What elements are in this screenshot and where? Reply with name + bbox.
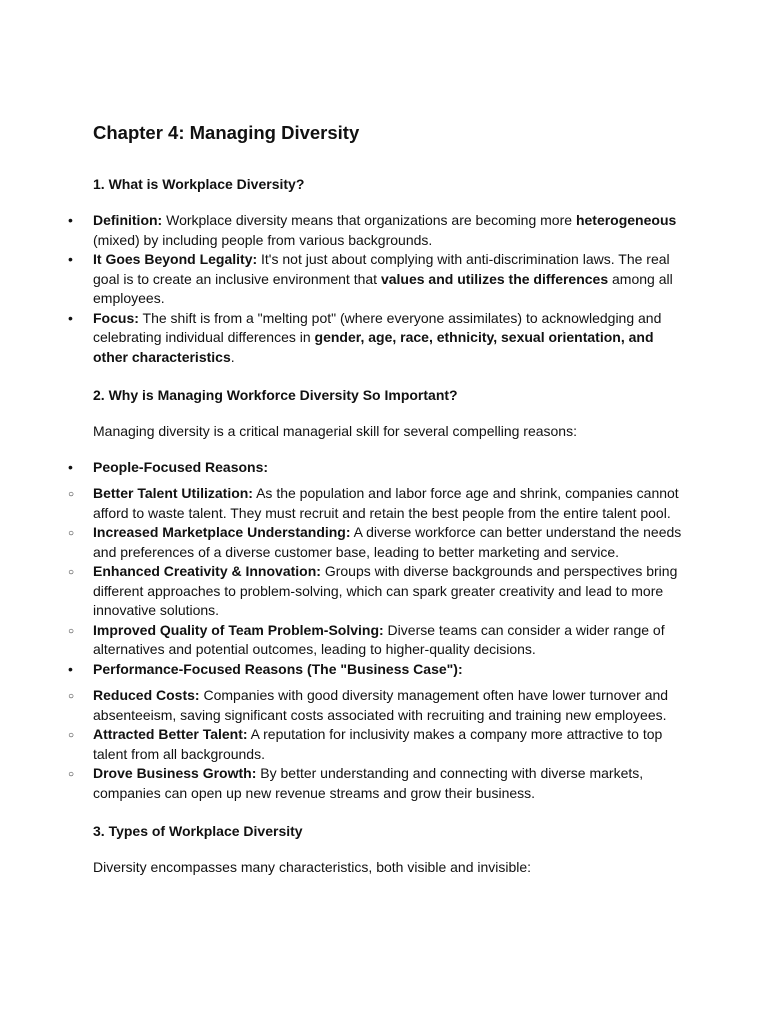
list-item: [93, 309, 683, 368]
item-label: Focus:: [93, 309, 139, 326]
item-label: Reduced Costs:: [93, 687, 200, 703]
list-item: [93, 725, 683, 764]
list-item: [93, 211, 683, 250]
chapter-title: Chapter 4: Managing Diversity: [93, 122, 360, 143]
item-emphasis: heterogeneous: [575, 212, 677, 228]
item-text: The shift is from a "melting pot" (where everyone assimilates) to acknowledging and celebrating individual differences in: [93, 309, 662, 345]
performance-reasons-heading: • Performance-Focused Reasons (The "Business Case"):: [93, 660, 683, 680]
item-text: .: [230, 348, 235, 365]
item-label: Definition:: [93, 212, 163, 228]
list-item: [93, 250, 683, 309]
document-content: [93, 118, 683, 894]
item-label: Enhanced Creativity & Innovation:: [93, 563, 321, 579]
list-item: [93, 484, 683, 523]
list-item: [93, 562, 683, 621]
list-item: [93, 523, 683, 562]
item-text: Workplace diversity means that organizations are becoming more: [162, 212, 576, 228]
section-3-intro: Diversity encompasses many characteristics, both visible and invisible:: [93, 859, 532, 875]
performance-reasons-list: [93, 686, 683, 803]
item-label: Better Talent Utilization:: [93, 485, 253, 501]
people-reasons-heading: • People-Focused Reasons:: [93, 458, 683, 478]
list-item: [93, 686, 683, 725]
section-3-heading: 3. Types of Workplace Diversity: [93, 823, 303, 839]
item-text: (mixed) by including people from various backgrounds.: [93, 231, 433, 248]
list-item: [93, 764, 683, 803]
item-emphasis: values and utilizes the differences: [380, 270, 609, 287]
section-1-list: [93, 211, 683, 367]
item-text: A reputation for inclusivity makes a company more attractive to top talent from all backgrounds.: [93, 726, 663, 762]
section-2-heading: 2. Why is Managing Workforce Diversity So Important?: [93, 387, 458, 403]
list-item: [93, 621, 683, 660]
item-label: It Goes Beyond Legality:: [93, 251, 258, 267]
item-text: A diverse workforce can better understand the needs and preferences of a diverse customer base, leading to better marketing and service.: [93, 524, 682, 560]
item-label: Attracted Better Talent:: [93, 726, 248, 742]
section-1-heading: 1. What is Workplace Diversity?: [93, 176, 305, 192]
item-text: By better understanding and connecting with diverse markets, companies can open up new revenue streams and grow their business.: [93, 765, 644, 801]
item-text: Diverse teams can consider a wider range of alternatives and potential outcomes, leading to higher-quality decisions.: [93, 621, 665, 657]
item-text: It's not just about complying with anti-discrimination laws. The real goal is to create an inclusive environment that: [93, 251, 670, 287]
people-reasons-list: [93, 484, 683, 660]
item-text: Companies with good diversity management often have lower turnover and absenteeism, saving significant costs associated with recruiting and training new employees.: [93, 687, 669, 723]
item-label: Improved Quality of Team Problem-Solving:: [93, 621, 384, 638]
item-text: As the population and labor force age and shrink, companies cannot afford to waste talent. They must recruit and retain the best people from the entire talent pool.: [93, 485, 679, 521]
item-emphasis: gender, age, race, ethnicity, sexual orientation, and other characteristics: [93, 329, 654, 365]
item-text: Groups with diverse backgrounds and perspectives bring different approaches to problem-solving, which can spark greater creativity and lead to more innovative solutions.: [93, 563, 678, 618]
item-text: among all employees.: [93, 270, 673, 306]
item-label: Drove Business Growth:: [93, 765, 257, 781]
section-2-intro: Managing diversity is a critical managerial skill for several compelling reasons:: [93, 423, 577, 439]
item-label: Increased Marketplace Understanding:: [93, 524, 351, 540]
